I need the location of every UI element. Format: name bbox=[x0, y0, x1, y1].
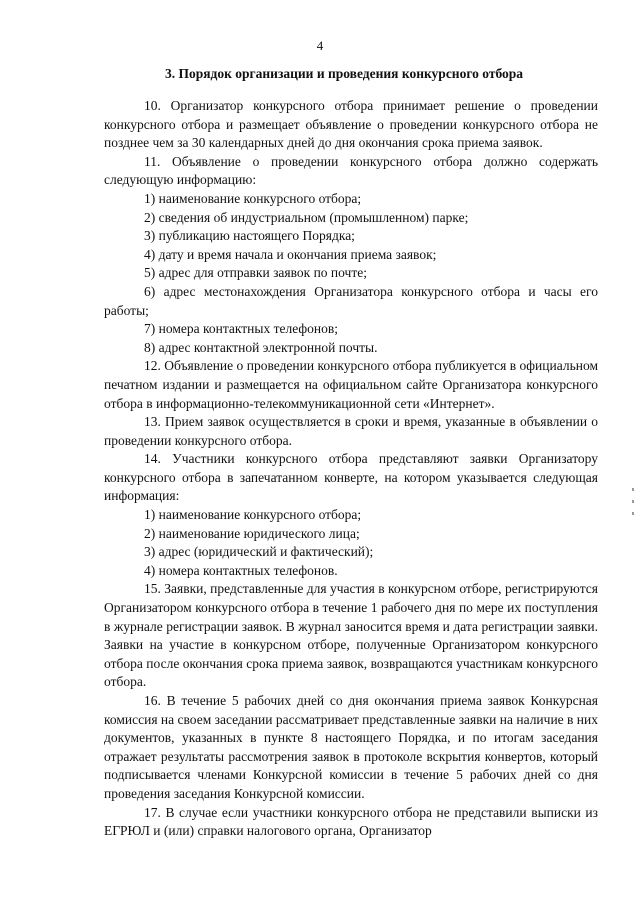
list-item: 3) адрес (юридический и фактический); bbox=[144, 544, 374, 560]
paragraph-16: 16. В течение 5 рабочих дней со дня окончания приема заявок Конкурсная комиссия на своем заседании рассматривает представленные заявки на наличие в них документов, указанных в пункте 8 настоящего Порядка, и по итогам заседания отражает результаты рассмотрения заявок в протоколе вскрытия конвертов, который подписывается членами Конкурсной комиссии в течение 5 рабочих дней со дня проведения заседания Конкурсной комиссии. bbox=[104, 693, 598, 801]
paragraph-13: 13. Прием заявок осуществляется в сроки и время, указанные в объявлении о проведении конкурсного отбора. bbox=[104, 414, 598, 448]
list-item: 1) наименование конкурсного отбора; bbox=[144, 507, 362, 523]
list-item: 2) наименование юридического лица; bbox=[144, 525, 360, 541]
paragraph-11: 11. Объявление о проведении конкурсного отбора должно содержать следующую информацию: bbox=[104, 153, 598, 188]
list-item: 6) адрес местонахождения Организатора конкурсного отбора и часы его работы; bbox=[104, 283, 598, 318]
list-item: 4) дату и время начала и окончания приема заявок; bbox=[144, 246, 437, 262]
list-item: 5) адрес для отправки заявок по почте; bbox=[144, 265, 367, 281]
list-item: 8) адрес контактной электронной почты. bbox=[144, 339, 378, 355]
paragraph-12: 12. Объявление о проведении конкурсного отбора публикуется в официальном печатном издании и размещается на официальном сайте Организатора конкурсного отбора в информационно-телекоммуникационной сети «Интернет». bbox=[104, 358, 598, 411]
document-body bbox=[104, 97, 598, 841]
paragraph-10: 10. Организатор конкурсного отбора принимает решение о проведении конкурсного отбора и размещает объявление о проведении конкурсного отбора не позднее чем за 30 календарных дней до дня окончания срока приема заявок. bbox=[104, 98, 598, 151]
paragraph-17: 17. В случае если участники конкурсного отбора не представили выписки из ЕГРЮЛ и (или) справки налогового органа, Организатор bbox=[104, 804, 598, 839]
list-item: 7) номера контактных телефонов; bbox=[144, 321, 338, 337]
section-title: 3. Порядок организации и проведения конкурсного отбора bbox=[164, 66, 524, 81]
list-item: 4) номера контактных телефонов. bbox=[144, 562, 338, 578]
list-item: 2) сведения об индустриальном (промышленном) парке; bbox=[144, 209, 469, 225]
paragraph-14: 14. Участники конкурсного отбора представляют заявки Организатору конкурсного отбора в запечатанном конверте, на котором указывается следующая информация: bbox=[104, 451, 598, 504]
paragraph-15: 15. Заявки, представленные для участия в конкурсном отборе, регистрируются Организатором конкурсного отбора в течение 1 рабочего дня по мере их поступления в журнале регистрации заявок. В журнал заносится время и дата регистрации заявки. Заявки на участие в конкурсном отборе, полученные Организатором конкурсного отбора после окончания срока приема заявок, возвращаются участникам конкурсного отбора. bbox=[104, 581, 598, 690]
scan-margin-mark bbox=[632, 488, 634, 491]
page-number: 4 bbox=[316, 38, 324, 53]
list-item: 1) наименование конкурсного отбора; bbox=[144, 190, 362, 206]
scan-margin-mark bbox=[632, 500, 634, 503]
scan-margin-mark bbox=[632, 512, 634, 515]
list-item: 3) публикацию настоящего Порядка; bbox=[144, 228, 355, 244]
